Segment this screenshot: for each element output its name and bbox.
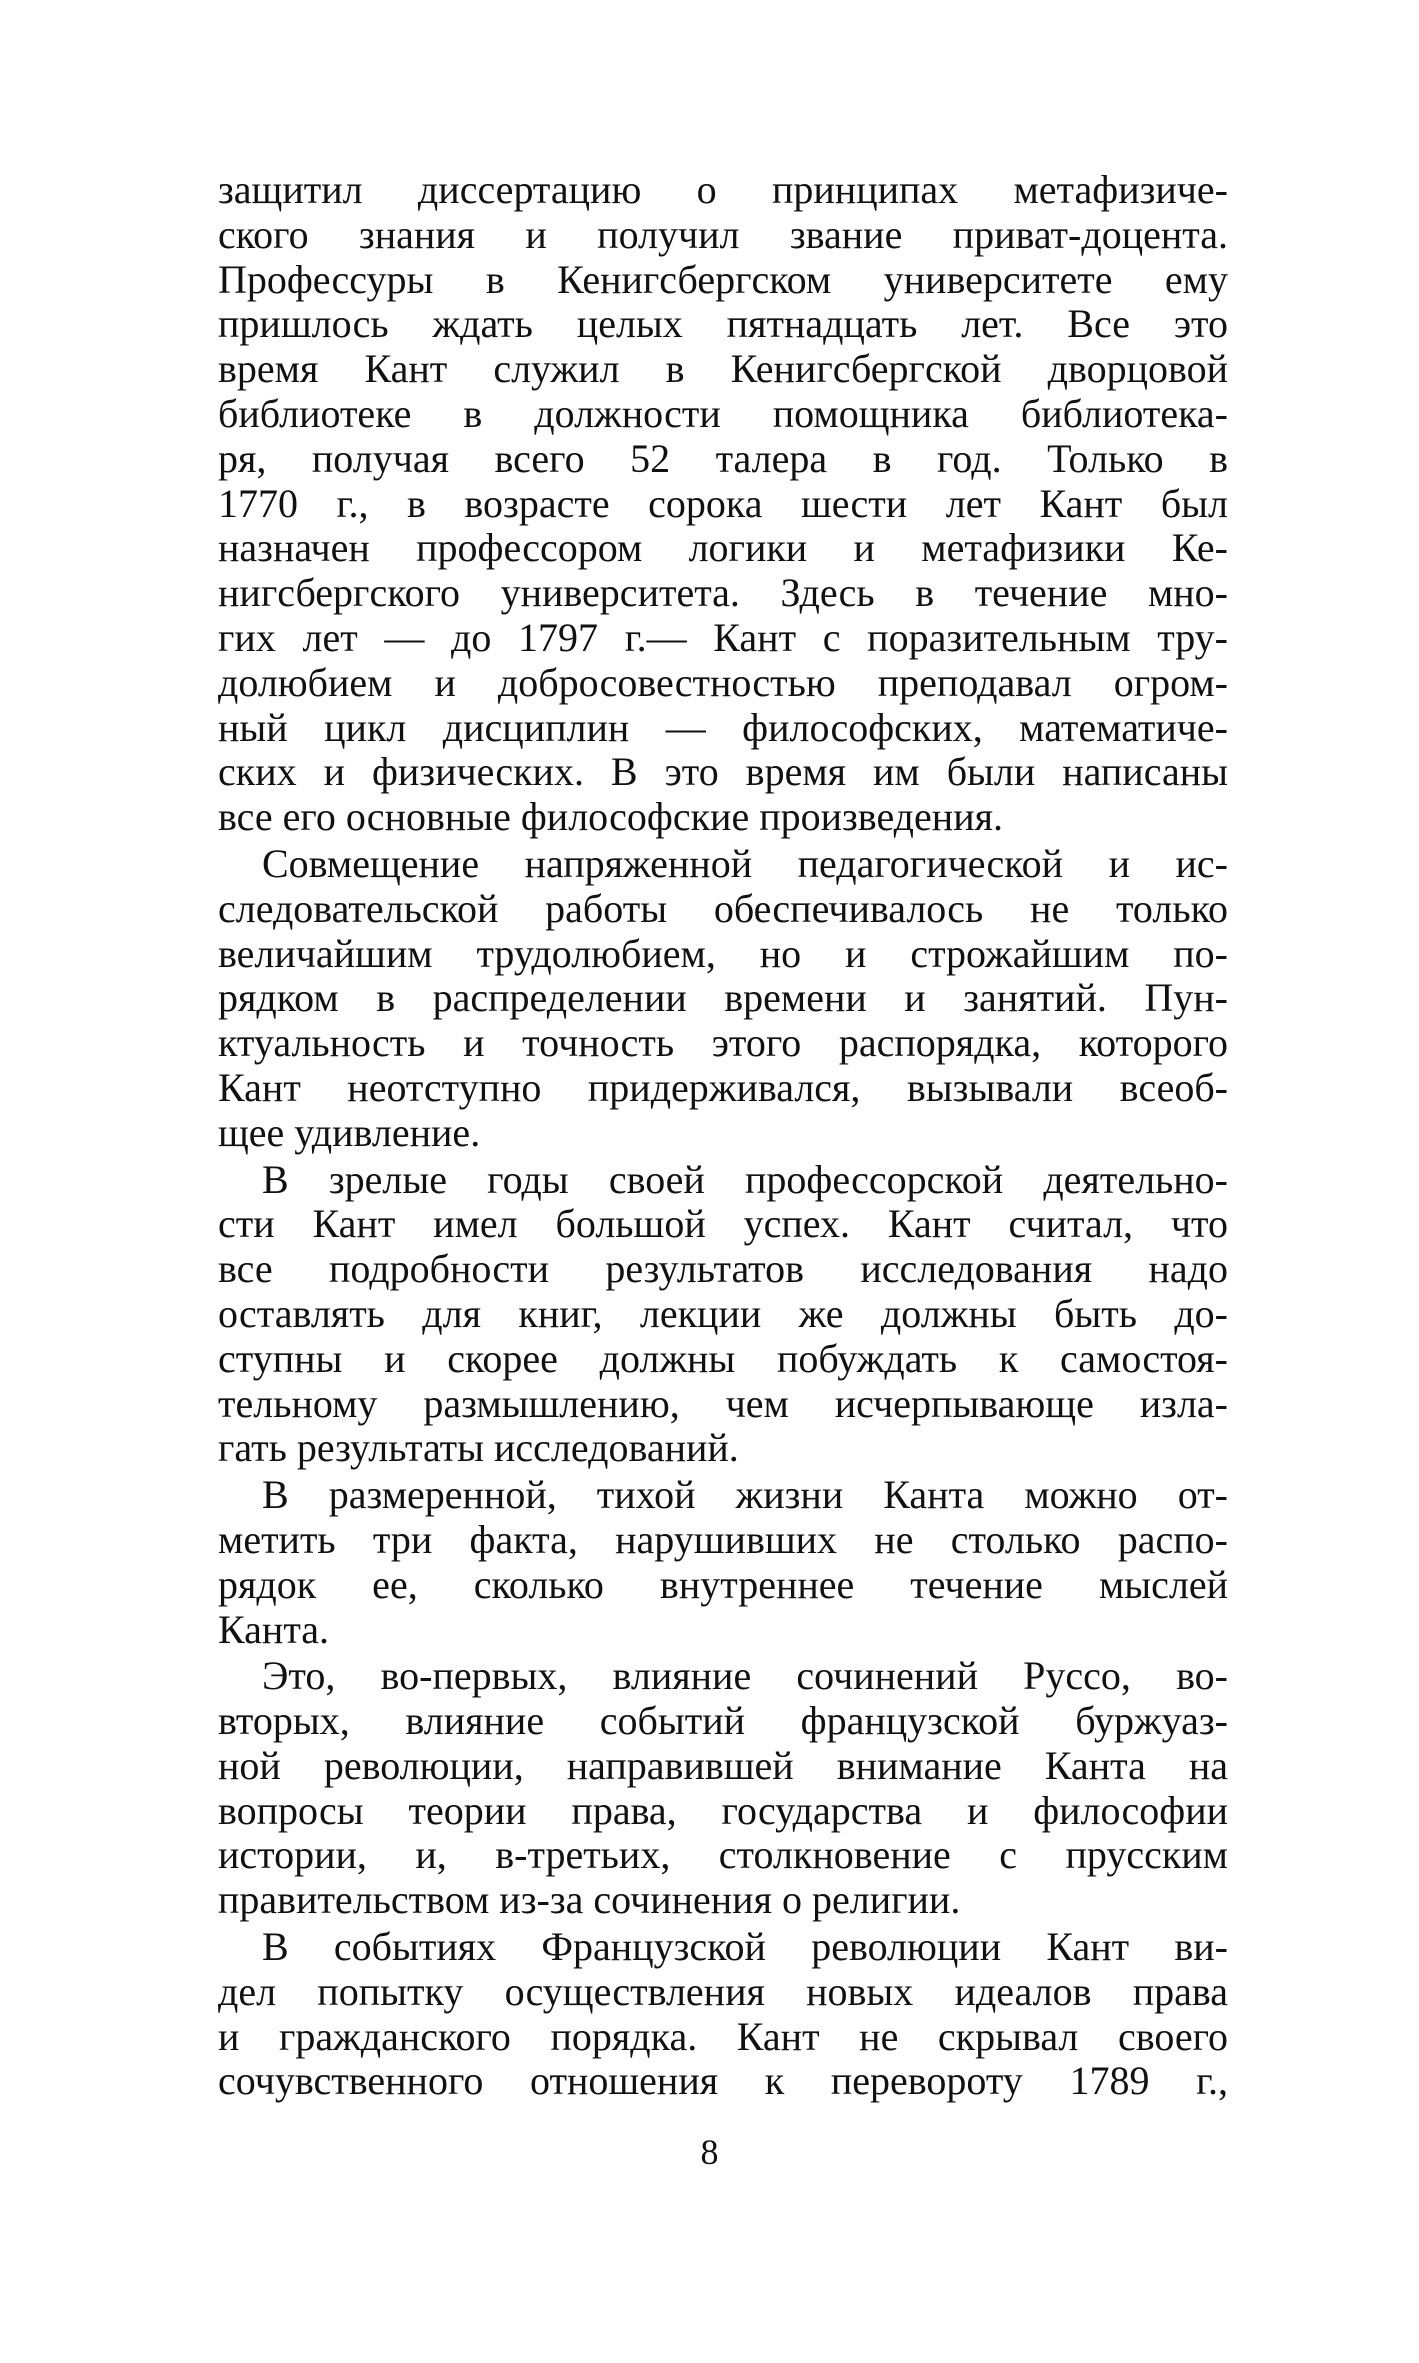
text-line: дел попытку осуществления новых идеалов права <box>218 1968 1228 2014</box>
text-line: гать результаты исследований. <box>218 1425 739 1471</box>
text-line: ктуальность и точность этого распорядка, которого <box>218 1020 1228 1066</box>
paragraph <box>218 1925 1228 2104</box>
body-text <box>218 168 1228 2104</box>
text-line: ря, получая всего 52 талера в год. Только в <box>218 435 1228 481</box>
paragraph <box>218 842 1228 1156</box>
text-line: время Кант служил в Кенигсбергской дворцовой <box>218 346 1228 392</box>
text-line: следовательской работы обеспечивалось не только <box>218 885 1228 931</box>
text-line: вторых, влияние событий французской буржуаз- <box>218 1698 1228 1744</box>
text-line: В зрелые годы своей профессорской деятельно- <box>262 1156 1228 1202</box>
text-line: В размеренной, тихой жизни Канта можно от- <box>262 1472 1228 1518</box>
text-line: долюбием и добросовестностью преподавал огром- <box>218 659 1228 705</box>
text-line: Профессуры в Кенигсбергском университете ему <box>218 256 1228 302</box>
paragraph <box>218 1158 1228 1472</box>
text-line: ступны и скорее должны побуждать к самостоя- <box>218 1335 1228 1381</box>
text-line: рядок ее, сколько внутреннее течение мыслей <box>218 1561 1228 1607</box>
text-line: гих лет — до 1797 г.— Кант с поразительным тру- <box>218 614 1228 660</box>
paragraph <box>218 168 1228 840</box>
text-line: щее удивление. <box>218 1109 481 1155</box>
text-line: Канта. <box>218 1606 330 1652</box>
text-line: величайшим трудолюбием, но и строжайшим по- <box>218 930 1228 976</box>
text-line: назначен профессором логики и метафизики Ке- <box>218 525 1228 571</box>
text-line: оставлять для книг, лекции же должны быть до- <box>218 1290 1228 1336</box>
text-line: Это, во-первых, влияние сочинений Руссо, во- <box>262 1653 1228 1699</box>
text-line: 1770 г., в возрасте сорока шести лет Кант был <box>218 480 1228 526</box>
paragraph <box>218 1654 1228 1923</box>
text-line: Совмещение напряженной педагогической и ис- <box>262 840 1228 886</box>
text-line: В событиях Французской революции Кант ви- <box>262 1924 1228 1970</box>
text-line: ный цикл дисциплин — философских, математиче- <box>218 704 1228 750</box>
text-line: тельному размышлению, чем исчерпывающе изла- <box>218 1380 1228 1426</box>
text-line: истории, и, в-третьих, столкновение с прусским <box>218 1832 1228 1878</box>
text-line: нигсбергского университета. Здесь в течение мно- <box>218 570 1228 616</box>
paragraph <box>218 1473 1228 1652</box>
text-line: все подробности результатов исследования надо <box>218 1246 1228 1292</box>
text-line: защитил диссертацию о принципах метафизиче- <box>218 167 1228 212</box>
text-line: метить три факта, нарушивших не столько распо- <box>218 1516 1228 1562</box>
text-line: сочувственного отношения к перевороту 1789 г., <box>218 2058 1228 2104</box>
text-line: ной революции, направившей внимание Канта на <box>218 1742 1228 1788</box>
text-line: сти Кант имел большой успех. Кант считал, что <box>218 1201 1228 1247</box>
text-line: рядком в распределении времени и занятий. Пун- <box>218 975 1228 1021</box>
text-line: и гражданского порядка. Кант не скрывал своего <box>218 2013 1228 2059</box>
text-line: Кант неотступно придерживался, вызывали всеоб- <box>218 1064 1228 1110</box>
text-line: вопросы теории права, государства и философии <box>218 1787 1228 1833</box>
text-line: ских и физических. В это время им были написаны <box>218 749 1228 795</box>
text-line: все его основные философские произведения. <box>218 794 1003 840</box>
text-line: правительством из-за сочинения о религии. <box>218 1877 961 1923</box>
text-line: пришлось ждать целых пятнадцать лет. Все это <box>218 301 1228 347</box>
page-number: 8 <box>700 2132 719 2172</box>
text-line: библиотеке в должности помощника библиотека- <box>218 390 1228 436</box>
text-line: ского знания и получил звание приват-доцента. <box>218 211 1228 257</box>
